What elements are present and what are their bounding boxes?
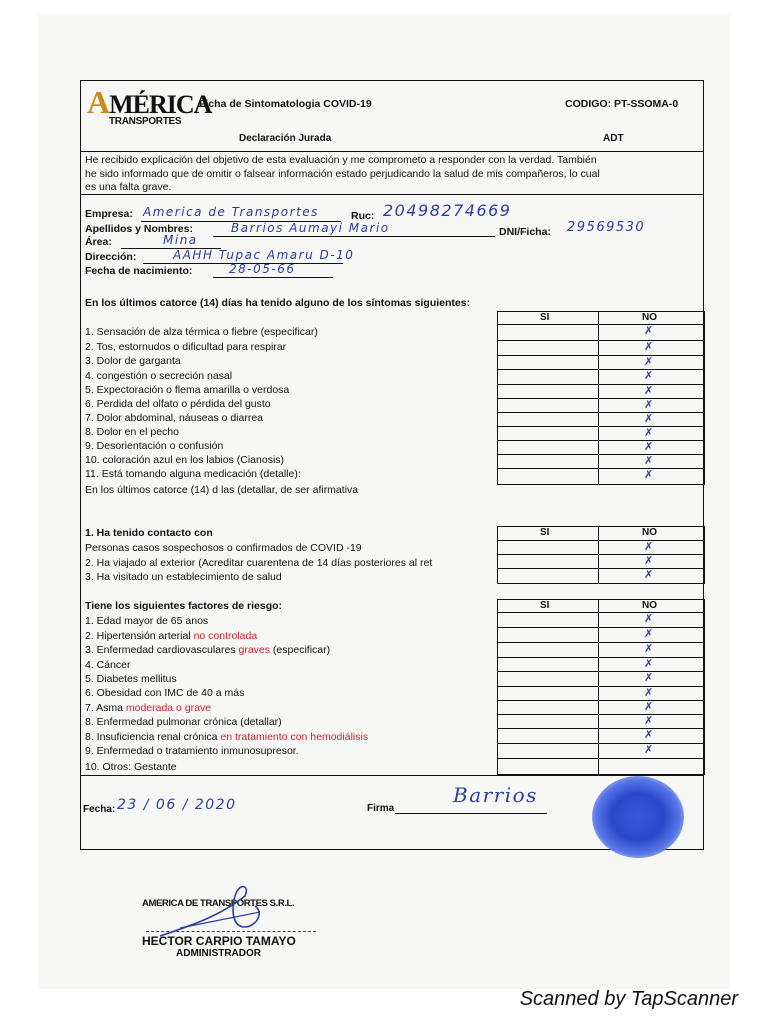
risk-no-mark: ✗	[644, 700, 654, 713]
apellidos-label: Apellidos y Nombres:	[85, 223, 193, 235]
risk-no-mark: ✗	[644, 612, 654, 625]
intro-line-2: he sido informado que de omitir o falsear información estado perjudicando la salud de mis compañeros, lo cual	[85, 168, 600, 180]
symptom-no-mark: ✗	[644, 398, 654, 411]
symptom-item: 4. congestión o secreción nasal	[85, 370, 233, 382]
risk-no-mark: ✗	[644, 714, 654, 727]
stamp-role: ADMINISTRADOR	[176, 948, 261, 959]
contact-item: Personas casos sospechosos o confirmados de COVID -19	[85, 542, 362, 554]
stamp-line	[146, 931, 316, 932]
symptom-item: 1. Sensación de alza térmica o fiebre (especificar)	[85, 326, 318, 338]
risk-no-header: NO	[642, 600, 657, 611]
form-adt: ADT	[603, 133, 624, 144]
ruc-value: 20498274669	[383, 201, 512, 220]
risk-item: 8. Enfermedad pulmonar crónica (detallar)	[85, 716, 282, 728]
symptom-no-mark: ✗	[644, 454, 654, 467]
risk-no-mark: ✗	[644, 627, 654, 640]
symptom-item: 2. Tos, estornudos o dificultad para respirar	[85, 341, 287, 353]
symptom-item: 8. Dolor en el pecho	[85, 426, 179, 438]
area-label: Área:	[85, 236, 112, 248]
symptoms-grid	[497, 311, 705, 485]
symptom-item: 10. coloración azul en los labios (Cianosis)	[85, 454, 285, 466]
contact-grid	[497, 526, 705, 584]
empresa-value: America de Transportes	[143, 205, 319, 219]
form-subtitle: Declaración Jurada	[239, 133, 332, 144]
symptom-no-mark: ✗	[644, 426, 654, 439]
signature: Barrios	[453, 783, 538, 807]
intro-line-1: He recibido explicación del objetivo de esta evaluación y me comprometo a responder con la verdad. También	[85, 154, 597, 166]
risk-grid	[497, 599, 705, 775]
apellidos-value: Barrios Aumayi Mario	[231, 221, 390, 235]
risk-no-mark: ✗	[644, 743, 654, 756]
risk-item: 4. Cáncer	[85, 659, 131, 671]
risk-item: 7. Asma moderada o grave	[85, 702, 212, 714]
fingerprint	[592, 776, 684, 858]
symptom-no-mark: ✗	[644, 340, 654, 353]
form-header	[81, 81, 703, 152]
symptom-item: 5. Expectoración o flema amarilla o verdosa	[85, 384, 290, 396]
risk-divider	[81, 775, 703, 776]
risk-no-mark: ✗	[644, 728, 654, 741]
risk-item: 8. Insuficiencia renal crónica en tratamiento con hemodiálisis	[85, 731, 369, 743]
symptoms-heading: En los últimos catorce (14) días ha tenido alguno de los síntomas siguientes:	[85, 297, 471, 309]
stamp-company: AMERICA DE TRANSPORTES S.R.L.	[142, 898, 295, 909]
company-logo	[87, 84, 212, 129]
form-code: CODIGO: PT-SSOMA-0	[565, 98, 679, 110]
risk-item: 10. Otros: Gestante	[85, 761, 177, 773]
contact-no-mark: ✗	[644, 568, 654, 581]
nacimiento-label: Fecha de nacimiento:	[85, 265, 193, 277]
symptom-no-mark: ✗	[644, 384, 654, 397]
risk-si-header: SI	[540, 600, 550, 611]
risk-item: 9. Enfermedad o tratamiento inmunosupresor.	[85, 745, 299, 757]
contact-no-header: NO	[642, 527, 657, 538]
risk-no-mark: ✗	[644, 642, 654, 655]
intro-divider	[81, 194, 703, 195]
fecha-value: 23 / 06 / 2020	[117, 797, 237, 813]
contact-item: 2. Ha viajado al exterior (Acreditar cuarentena de 14 días posteriores al ret	[85, 557, 433, 569]
fecha-label: Fecha:	[83, 804, 116, 815]
symptom-item: 9. Desorientación o confusión	[85, 440, 224, 452]
symptom-no-mark: ✗	[644, 324, 654, 337]
symptom-no-mark: ✗	[644, 412, 654, 425]
logo-text: MÉRICA	[109, 90, 212, 119]
contact-heading: 1. Ha tenido contacto con	[85, 527, 213, 539]
empresa-label: Empresa:	[85, 208, 133, 220]
stamp-name: HECTOR CARPIO TAMAYO	[142, 934, 296, 948]
logo-subtext: TRANSPORTES	[109, 116, 182, 127]
intro-line-3: es una falta grave.	[85, 181, 172, 193]
apellidos-underline	[213, 236, 495, 237]
risk-no-mark: ✗	[644, 686, 654, 699]
symptom-item: 3. Dolor de garganta	[85, 355, 181, 367]
symptoms-note: En los últimos catorce (14) d las (detallar, de ser afirmativa	[85, 484, 359, 496]
symptom-no-mark: ✗	[644, 355, 654, 368]
nacimiento-value: 28-05-66	[229, 262, 296, 276]
nacimiento-underline	[213, 277, 333, 278]
direccion-value: AAHH Tupac Amaru D-10	[173, 248, 355, 262]
firma-line	[395, 813, 547, 814]
dni-value: 29569530	[567, 220, 646, 235]
symptom-item: 11. Está tomando alguna medicación (detalle):	[85, 468, 301, 480]
scanner-watermark: Scanned by TapScanner	[519, 988, 738, 1010]
risk-heading: Tiene los siguientes factores de riesgo:	[85, 600, 283, 612]
risk-no-mark: ✗	[644, 671, 654, 684]
logo-letter: A	[87, 84, 110, 120]
contact-no-mark: ✗	[644, 540, 654, 553]
symptom-no-mark: ✗	[644, 440, 654, 453]
symptoms-si-header: SI	[540, 312, 550, 323]
symptom-no-mark: ✗	[644, 468, 654, 481]
risk-item: 2. Hipertensión arterial no controlada	[85, 630, 258, 642]
ruc-label: Ruc:	[351, 210, 375, 222]
risk-item: 6. Obesidad con IMC de 40 a más	[85, 687, 245, 699]
contact-no-mark: ✗	[644, 554, 654, 567]
contact-si-header: SI	[540, 527, 550, 538]
symptom-no-mark: ✗	[644, 369, 654, 382]
symptom-item: 6. Perdida del olfato o pérdida del gusto	[85, 398, 271, 410]
dni-label: DNI/Ficha:	[499, 226, 551, 238]
risk-item: 3. Enfermedad cardiovasculares graves (especificar)	[85, 644, 331, 656]
direccion-label: Dirección:	[85, 251, 137, 263]
risk-item: 5. Diabetes mellitus	[85, 673, 177, 685]
firma-label: Firma	[367, 803, 395, 814]
form-title: Ficha de Sintomatologia COVID-19	[199, 98, 372, 110]
risk-item: 1. Edad mayor de 65 anos	[85, 615, 209, 627]
area-value: Mina	[163, 233, 198, 247]
symptoms-no-header: NO	[642, 312, 657, 323]
contact-item: 3. Ha visitado un establecimiento de salud	[85, 571, 282, 583]
symptom-item: 7. Dolor abdominal, náuseas o diarrea	[85, 412, 264, 424]
covid-form	[80, 80, 704, 850]
risk-no-mark: ✗	[644, 657, 654, 670]
